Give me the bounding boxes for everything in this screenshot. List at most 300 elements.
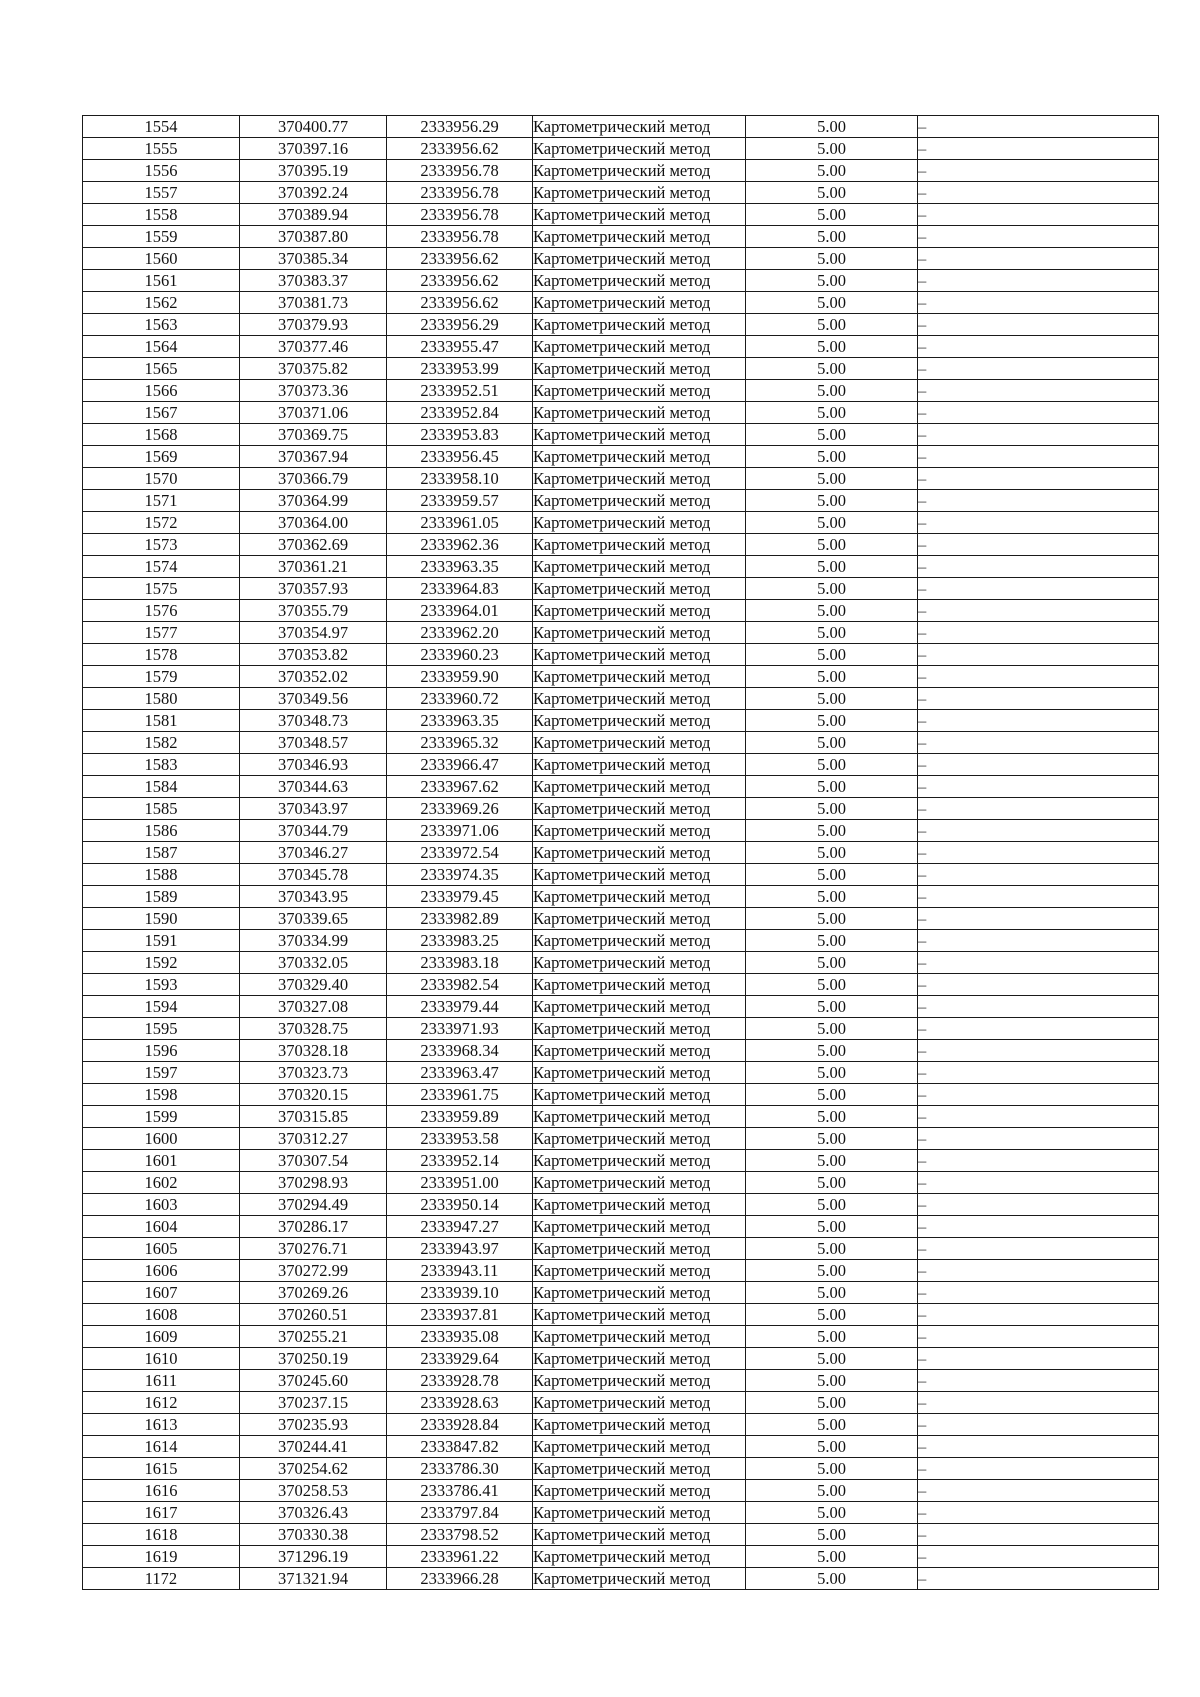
accuracy-cell: 5.00 (746, 160, 918, 182)
y-coordinate-cell: 2333956.62 (387, 270, 533, 292)
accuracy-cell: 5.00 (746, 1524, 918, 1546)
accuracy-cell: 5.00 (746, 622, 918, 644)
y-coordinate-cell: 2333952.14 (387, 1150, 533, 1172)
accuracy-cell: 5.00 (746, 974, 918, 996)
description-cell: – (918, 930, 1159, 952)
description-cell: – (918, 1194, 1159, 1216)
point-number-cell: 1586 (83, 820, 240, 842)
table-row (83, 1106, 1159, 1128)
method-cell: Картометрический метод (533, 1238, 746, 1260)
method-cell: Картометрический метод (533, 1260, 746, 1282)
method-cell: Картометрический метод (533, 468, 746, 490)
point-number-cell: 1582 (83, 732, 240, 754)
method-cell: Картометрический метод (533, 182, 746, 204)
y-coordinate-cell: 2333956.29 (387, 314, 533, 336)
method-cell: Картометрический метод (533, 270, 746, 292)
x-coordinate-cell: 370367.94 (240, 446, 387, 468)
x-coordinate-cell: 370366.79 (240, 468, 387, 490)
y-coordinate-cell: 2333847.82 (387, 1436, 533, 1458)
x-coordinate-cell: 370344.79 (240, 820, 387, 842)
accuracy-cell: 5.00 (746, 1062, 918, 1084)
accuracy-cell: 5.00 (746, 1238, 918, 1260)
table-row (83, 1040, 1159, 1062)
point-number-cell: 1564 (83, 336, 240, 358)
y-coordinate-cell: 2333966.47 (387, 754, 533, 776)
description-cell: – (918, 1458, 1159, 1480)
accuracy-cell: 5.00 (746, 490, 918, 512)
table-row (83, 1392, 1159, 1414)
x-coordinate-cell: 370328.18 (240, 1040, 387, 1062)
table-row (83, 1128, 1159, 1150)
method-cell: Картометрический метод (533, 644, 746, 666)
point-number-cell: 1602 (83, 1172, 240, 1194)
point-number-cell: 1615 (83, 1458, 240, 1480)
x-coordinate-cell: 371296.19 (240, 1546, 387, 1568)
x-coordinate-cell: 370371.06 (240, 402, 387, 424)
description-cell: – (918, 1018, 1159, 1040)
accuracy-cell: 5.00 (746, 754, 918, 776)
method-cell: Картометрический метод (533, 226, 746, 248)
table-row (83, 930, 1159, 952)
method-cell: Картометрический метод (533, 358, 746, 380)
method-cell: Картометрический метод (533, 1106, 746, 1128)
accuracy-cell: 5.00 (746, 1128, 918, 1150)
method-cell: Картометрический метод (533, 1304, 746, 1326)
y-coordinate-cell: 2333961.22 (387, 1546, 533, 1568)
y-coordinate-cell: 2333965.32 (387, 732, 533, 754)
point-number-cell: 1590 (83, 908, 240, 930)
table-row (83, 1326, 1159, 1348)
method-cell: Картометрический метод (533, 116, 746, 138)
point-number-cell: 1584 (83, 776, 240, 798)
accuracy-cell: 5.00 (746, 1568, 918, 1590)
point-number-cell: 1556 (83, 160, 240, 182)
y-coordinate-cell: 2333962.36 (387, 534, 533, 556)
method-cell: Картометрический метод (533, 578, 746, 600)
method-cell: Картометрический метод (533, 776, 746, 798)
y-coordinate-cell: 2333956.78 (387, 182, 533, 204)
point-number-cell: 1574 (83, 556, 240, 578)
x-coordinate-cell: 370329.40 (240, 974, 387, 996)
accuracy-cell: 5.00 (746, 1282, 918, 1304)
x-coordinate-cell: 370348.73 (240, 710, 387, 732)
x-coordinate-cell: 370355.79 (240, 600, 387, 622)
method-cell: Картометрический метод (533, 402, 746, 424)
description-cell: – (918, 446, 1159, 468)
method-cell: Картометрический метод (533, 1172, 746, 1194)
accuracy-cell: 5.00 (746, 1150, 918, 1172)
y-coordinate-cell: 2333953.99 (387, 358, 533, 380)
accuracy-cell: 5.00 (746, 666, 918, 688)
point-number-cell: 1600 (83, 1128, 240, 1150)
description-cell: – (918, 688, 1159, 710)
x-coordinate-cell: 370286.17 (240, 1216, 387, 1238)
description-cell: – (918, 380, 1159, 402)
x-coordinate-cell: 370381.73 (240, 292, 387, 314)
y-coordinate-cell: 2333983.25 (387, 930, 533, 952)
y-coordinate-cell: 2333963.35 (387, 710, 533, 732)
x-coordinate-cell: 370237.15 (240, 1392, 387, 1414)
table-row (83, 556, 1159, 578)
method-cell: Картометрический метод (533, 1436, 746, 1458)
y-coordinate-cell: 2333952.84 (387, 402, 533, 424)
point-number-cell: 1613 (83, 1414, 240, 1436)
y-coordinate-cell: 2333979.45 (387, 886, 533, 908)
point-number-cell: 1591 (83, 930, 240, 952)
description-cell: – (918, 842, 1159, 864)
y-coordinate-cell: 2333960.23 (387, 644, 533, 666)
description-cell: – (918, 292, 1159, 314)
y-coordinate-cell: 2333963.47 (387, 1062, 533, 1084)
table-row (83, 622, 1159, 644)
point-number-cell: 1605 (83, 1238, 240, 1260)
table-row (83, 380, 1159, 402)
table-row (83, 820, 1159, 842)
accuracy-cell: 5.00 (746, 732, 918, 754)
accuracy-cell: 5.00 (746, 1084, 918, 1106)
x-coordinate-cell: 370320.15 (240, 1084, 387, 1106)
method-cell: Картометрический метод (533, 1150, 746, 1172)
x-coordinate-cell: 370312.27 (240, 1128, 387, 1150)
description-cell: – (918, 1040, 1159, 1062)
method-cell: Картометрический метод (533, 424, 746, 446)
description-cell: – (918, 974, 1159, 996)
accuracy-cell: 5.00 (746, 798, 918, 820)
description-cell: – (918, 226, 1159, 248)
method-cell: Картометрический метод (533, 1040, 746, 1062)
accuracy-cell: 5.00 (746, 402, 918, 424)
point-number-cell: 1606 (83, 1260, 240, 1282)
accuracy-cell: 5.00 (746, 820, 918, 842)
table-row (83, 644, 1159, 666)
y-coordinate-cell: 2333968.34 (387, 1040, 533, 1062)
table-row (83, 424, 1159, 446)
table-row (83, 578, 1159, 600)
point-number-cell: 1595 (83, 1018, 240, 1040)
table-row (83, 1172, 1159, 1194)
accuracy-cell: 5.00 (746, 1106, 918, 1128)
x-coordinate-cell: 370364.99 (240, 490, 387, 512)
description-cell: – (918, 1348, 1159, 1370)
table-row (83, 886, 1159, 908)
x-coordinate-cell: 370245.60 (240, 1370, 387, 1392)
description-cell: – (918, 798, 1159, 820)
table-row (83, 292, 1159, 314)
table-row (83, 974, 1159, 996)
accuracy-cell: 5.00 (746, 270, 918, 292)
point-number-cell: 1611 (83, 1370, 240, 1392)
table-row (83, 1436, 1159, 1458)
accuracy-cell: 5.00 (746, 930, 918, 952)
point-number-cell: 1575 (83, 578, 240, 600)
point-number-cell: 1565 (83, 358, 240, 380)
accuracy-cell: 5.00 (746, 534, 918, 556)
method-cell: Картометрический метод (533, 996, 746, 1018)
y-coordinate-cell: 2333786.30 (387, 1458, 533, 1480)
x-coordinate-cell: 370255.21 (240, 1326, 387, 1348)
description-cell: – (918, 1414, 1159, 1436)
accuracy-cell: 5.00 (746, 1304, 918, 1326)
y-coordinate-cell: 2333961.05 (387, 512, 533, 534)
table-row (83, 1458, 1159, 1480)
description-cell: – (918, 1370, 1159, 1392)
accuracy-cell: 5.00 (746, 842, 918, 864)
y-coordinate-cell: 2333947.27 (387, 1216, 533, 1238)
x-coordinate-cell: 370379.93 (240, 314, 387, 336)
x-coordinate-cell: 370344.63 (240, 776, 387, 798)
description-cell: – (918, 512, 1159, 534)
y-coordinate-cell: 2333953.58 (387, 1128, 533, 1150)
table-row (83, 446, 1159, 468)
y-coordinate-cell: 2333982.89 (387, 908, 533, 930)
accuracy-cell: 5.00 (746, 776, 918, 798)
y-coordinate-cell: 2333961.75 (387, 1084, 533, 1106)
point-number-cell: 1599 (83, 1106, 240, 1128)
y-coordinate-cell: 2333959.90 (387, 666, 533, 688)
x-coordinate-cell: 370244.41 (240, 1436, 387, 1458)
method-cell: Картометрический метод (533, 1480, 746, 1502)
table-row (83, 402, 1159, 424)
accuracy-cell: 5.00 (746, 952, 918, 974)
point-number-cell: 1610 (83, 1348, 240, 1370)
y-coordinate-cell: 2333951.00 (387, 1172, 533, 1194)
table-row (83, 864, 1159, 886)
y-coordinate-cell: 2333928.84 (387, 1414, 533, 1436)
point-number-cell: 1559 (83, 226, 240, 248)
accuracy-cell: 5.00 (746, 314, 918, 336)
point-number-cell: 1576 (83, 600, 240, 622)
y-coordinate-cell: 2333786.41 (387, 1480, 533, 1502)
point-number-cell: 1603 (83, 1194, 240, 1216)
x-coordinate-cell: 370353.82 (240, 644, 387, 666)
point-number-cell: 1579 (83, 666, 240, 688)
method-cell: Картометрический метод (533, 1084, 746, 1106)
table-row (83, 314, 1159, 336)
point-number-cell: 1585 (83, 798, 240, 820)
point-number-cell: 1563 (83, 314, 240, 336)
method-cell: Картометрический метод (533, 1348, 746, 1370)
accuracy-cell: 5.00 (746, 908, 918, 930)
point-number-cell: 1568 (83, 424, 240, 446)
x-coordinate-cell: 370339.65 (240, 908, 387, 930)
table-row (83, 996, 1159, 1018)
table-row (83, 908, 1159, 930)
x-coordinate-cell: 370361.21 (240, 556, 387, 578)
x-coordinate-cell: 370334.99 (240, 930, 387, 952)
method-cell: Картометрический метод (533, 490, 746, 512)
description-cell: – (918, 908, 1159, 930)
method-cell: Картометрический метод (533, 820, 746, 842)
method-cell: Картометрический метод (533, 754, 746, 776)
description-cell: – (918, 336, 1159, 358)
x-coordinate-cell: 370349.56 (240, 688, 387, 710)
x-coordinate-cell: 370260.51 (240, 1304, 387, 1326)
x-coordinate-cell: 370343.95 (240, 886, 387, 908)
accuracy-cell: 5.00 (746, 248, 918, 270)
table-row (83, 270, 1159, 292)
y-coordinate-cell: 2333966.28 (387, 1568, 533, 1590)
point-number-cell: 1560 (83, 248, 240, 270)
x-coordinate-cell: 370385.34 (240, 248, 387, 270)
point-number-cell: 1608 (83, 1304, 240, 1326)
description-cell: – (918, 578, 1159, 600)
point-number-cell: 1601 (83, 1150, 240, 1172)
x-coordinate-cell: 370345.78 (240, 864, 387, 886)
table-row (83, 1238, 1159, 1260)
x-coordinate-cell: 370354.97 (240, 622, 387, 644)
point-number-cell: 1580 (83, 688, 240, 710)
description-cell: – (918, 1568, 1159, 1590)
table-row (83, 490, 1159, 512)
x-coordinate-cell: 370250.19 (240, 1348, 387, 1370)
table-row (83, 336, 1159, 358)
table-row (83, 1260, 1159, 1282)
y-coordinate-cell: 2333956.62 (387, 248, 533, 270)
x-coordinate-cell: 370357.93 (240, 578, 387, 600)
method-cell: Картометрический метод (533, 204, 746, 226)
table-row (83, 1304, 1159, 1326)
accuracy-cell: 5.00 (746, 1216, 918, 1238)
table-row (83, 1194, 1159, 1216)
x-coordinate-cell: 371321.94 (240, 1568, 387, 1590)
y-coordinate-cell: 2333959.89 (387, 1106, 533, 1128)
x-coordinate-cell: 370400.77 (240, 116, 387, 138)
y-coordinate-cell: 2333971.06 (387, 820, 533, 842)
accuracy-cell: 5.00 (746, 644, 918, 666)
method-cell: Картометрический метод (533, 1128, 746, 1150)
method-cell: Картометрический метод (533, 138, 746, 160)
y-coordinate-cell: 2333943.11 (387, 1260, 533, 1282)
accuracy-cell: 5.00 (746, 886, 918, 908)
description-cell: – (918, 1282, 1159, 1304)
x-coordinate-cell: 370387.80 (240, 226, 387, 248)
description-cell: – (918, 1436, 1159, 1458)
y-coordinate-cell: 2333952.51 (387, 380, 533, 402)
description-cell: – (918, 1238, 1159, 1260)
description-cell: – (918, 1326, 1159, 1348)
accuracy-cell: 5.00 (746, 380, 918, 402)
accuracy-cell: 5.00 (746, 226, 918, 248)
description-cell: – (918, 1150, 1159, 1172)
description-cell: – (918, 1546, 1159, 1568)
coordinates-table-body (83, 116, 1159, 1590)
y-coordinate-cell: 2333955.47 (387, 336, 533, 358)
table-row (83, 468, 1159, 490)
accuracy-cell: 5.00 (746, 1414, 918, 1436)
method-cell: Картометрический метод (533, 314, 746, 336)
y-coordinate-cell: 2333960.72 (387, 688, 533, 710)
description-cell: – (918, 1260, 1159, 1282)
description-cell: – (918, 204, 1159, 226)
table-row (83, 160, 1159, 182)
table-row (83, 1062, 1159, 1084)
x-coordinate-cell: 370323.73 (240, 1062, 387, 1084)
table-row (83, 534, 1159, 556)
method-cell: Картометрический метод (533, 908, 746, 930)
x-coordinate-cell: 370269.26 (240, 1282, 387, 1304)
point-number-cell: 1583 (83, 754, 240, 776)
table-row (83, 600, 1159, 622)
accuracy-cell: 5.00 (746, 1392, 918, 1414)
method-cell: Картометрический метод (533, 336, 746, 358)
table-row (83, 1348, 1159, 1370)
method-cell: Картометрический метод (533, 974, 746, 996)
method-cell: Картометрический метод (533, 732, 746, 754)
description-cell: – (918, 1502, 1159, 1524)
table-row (83, 138, 1159, 160)
table-row (83, 116, 1159, 138)
table-row (83, 248, 1159, 270)
method-cell: Картометрический метод (533, 666, 746, 688)
y-coordinate-cell: 2333937.81 (387, 1304, 533, 1326)
x-coordinate-cell: 370327.08 (240, 996, 387, 1018)
point-number-cell: 1609 (83, 1326, 240, 1348)
description-cell: – (918, 468, 1159, 490)
accuracy-cell: 5.00 (746, 688, 918, 710)
point-number-cell: 1172 (83, 1568, 240, 1590)
x-coordinate-cell: 370307.54 (240, 1150, 387, 1172)
y-coordinate-cell: 2333982.54 (387, 974, 533, 996)
point-number-cell: 1587 (83, 842, 240, 864)
table-row (83, 842, 1159, 864)
x-coordinate-cell: 370254.62 (240, 1458, 387, 1480)
point-number-cell: 1570 (83, 468, 240, 490)
accuracy-cell: 5.00 (746, 512, 918, 534)
method-cell: Картометрический метод (533, 886, 746, 908)
method-cell: Картометрический метод (533, 600, 746, 622)
accuracy-cell: 5.00 (746, 1436, 918, 1458)
method-cell: Картометрический метод (533, 1370, 746, 1392)
accuracy-cell: 5.00 (746, 116, 918, 138)
description-cell: – (918, 1128, 1159, 1150)
description-cell: – (918, 1216, 1159, 1238)
x-coordinate-cell: 370298.93 (240, 1172, 387, 1194)
method-cell: Картометрический метод (533, 1194, 746, 1216)
x-coordinate-cell: 370348.57 (240, 732, 387, 754)
description-cell: – (918, 754, 1159, 776)
description-cell: – (918, 402, 1159, 424)
table-row (83, 1370, 1159, 1392)
x-coordinate-cell: 370328.75 (240, 1018, 387, 1040)
table-row (83, 710, 1159, 732)
method-cell: Картометрический метод (533, 622, 746, 644)
y-coordinate-cell: 2333969.26 (387, 798, 533, 820)
table-row (83, 1414, 1159, 1436)
point-number-cell: 1612 (83, 1392, 240, 1414)
method-cell: Картометрический метод (533, 1018, 746, 1040)
point-number-cell: 1598 (83, 1084, 240, 1106)
y-coordinate-cell: 2333974.35 (387, 864, 533, 886)
x-coordinate-cell: 370276.71 (240, 1238, 387, 1260)
method-cell: Картометрический метод (533, 688, 746, 710)
table-row (83, 204, 1159, 226)
method-cell: Картометрический метод (533, 1216, 746, 1238)
table-row (83, 512, 1159, 534)
method-cell: Картометрический метод (533, 1282, 746, 1304)
method-cell: Картометрический метод (533, 1458, 746, 1480)
method-cell: Картометрический метод (533, 556, 746, 578)
table-row (83, 952, 1159, 974)
description-cell: – (918, 314, 1159, 336)
method-cell: Картометрический метод (533, 446, 746, 468)
point-number-cell: 1573 (83, 534, 240, 556)
method-cell: Картометрический метод (533, 512, 746, 534)
x-coordinate-cell: 370389.94 (240, 204, 387, 226)
accuracy-cell: 5.00 (746, 1348, 918, 1370)
description-cell: – (918, 1062, 1159, 1084)
method-cell: Картометрический метод (533, 248, 746, 270)
accuracy-cell: 5.00 (746, 578, 918, 600)
